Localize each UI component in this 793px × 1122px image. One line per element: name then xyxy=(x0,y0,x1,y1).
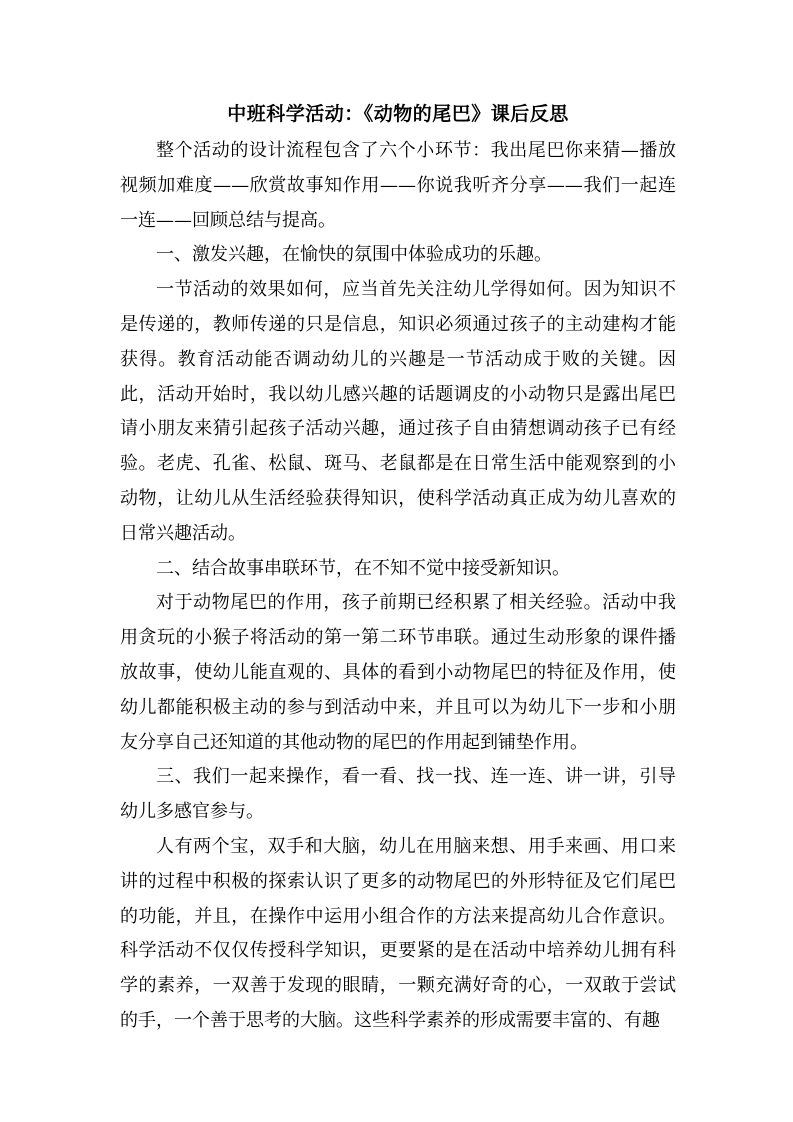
section-heading-1: 一、激发兴趣，在愉快的氛围中体验成功的乐趣。 xyxy=(156,244,552,266)
section-heading-2: 二、结合故事串联环节，在不知不觉中接受新知识。 xyxy=(156,557,570,579)
document-title: 中班科学活动：《动物的尾巴》课后反思 xyxy=(227,103,569,125)
paragraph-overview: 整个活动的设计流程包含了六个小环节：我出尾巴你来猜—播放视频加难度——欣赏故事知作用——你说我听齐分享——我们一起连一连——回顾总结与提高。 xyxy=(120,140,676,231)
paragraph-section-3: 人有两个宝，双手和大脑，幼儿在用脑来想、用手来画、用口来讲的过程中积极的探索认识了更多的动物尾巴的外形特征及它们尾巴的功能，并且，在操作中运用小组合作的方法来提高幼儿合作意识。科学活动不仅仅传授科学知识，更要紧的是在活动中培养幼儿拥有科学的素养，一双善于发现的眼睛，一颗充满好奇的心，一双敢于尝试的手，一个善于思考的大脑。这些科学素养的形成需要丰富的、有趣 xyxy=(120,835,676,1031)
section-heading-3: 三、我们一起来操作，看一看、找一找、连一连、讲一讲，引导幼儿多感官参与。 xyxy=(120,766,676,823)
paragraph-section-1: 一节活动的效果如何，应当首先关注幼儿学得如何。因为知识不是传递的，教师传递的只是信息，知识必须通过孩子的主动建构才能获得。教育活动能否调动幼儿的兴趣是一节活动成于败的关键。因此，活动开始时，我以幼儿感兴趣的话题调皮的小动物只是露出尾巴请小朋友来猜引起孩子活动兴趣，通过孩子自由猜想调动孩子已有经验。老虎、孔雀、松鼠、斑马、老鼠都是在日常生活中能观察到的小动物，让幼儿从生活经验获得知识，使科学活动真正成为幼儿喜欢的日常兴趣活动。 xyxy=(120,279,676,544)
paragraph-section-2: 对于动物尾巴的作用，孩子前期已经积累了相关经验。活动中我用贪玩的小猴子将活动的第一第二环节串联。通过生动形象的课件播放故事，使幼儿能直观的、具体的看到小动物尾巴的特征及作用，使幼儿都能积极主动的参与到活动中来，并且可以为幼儿下一步和小朋友分享自己还知道的其他动物的尾巴的作用起到铺垫作用。 xyxy=(120,592,676,753)
document-body xyxy=(120,94,676,1039)
